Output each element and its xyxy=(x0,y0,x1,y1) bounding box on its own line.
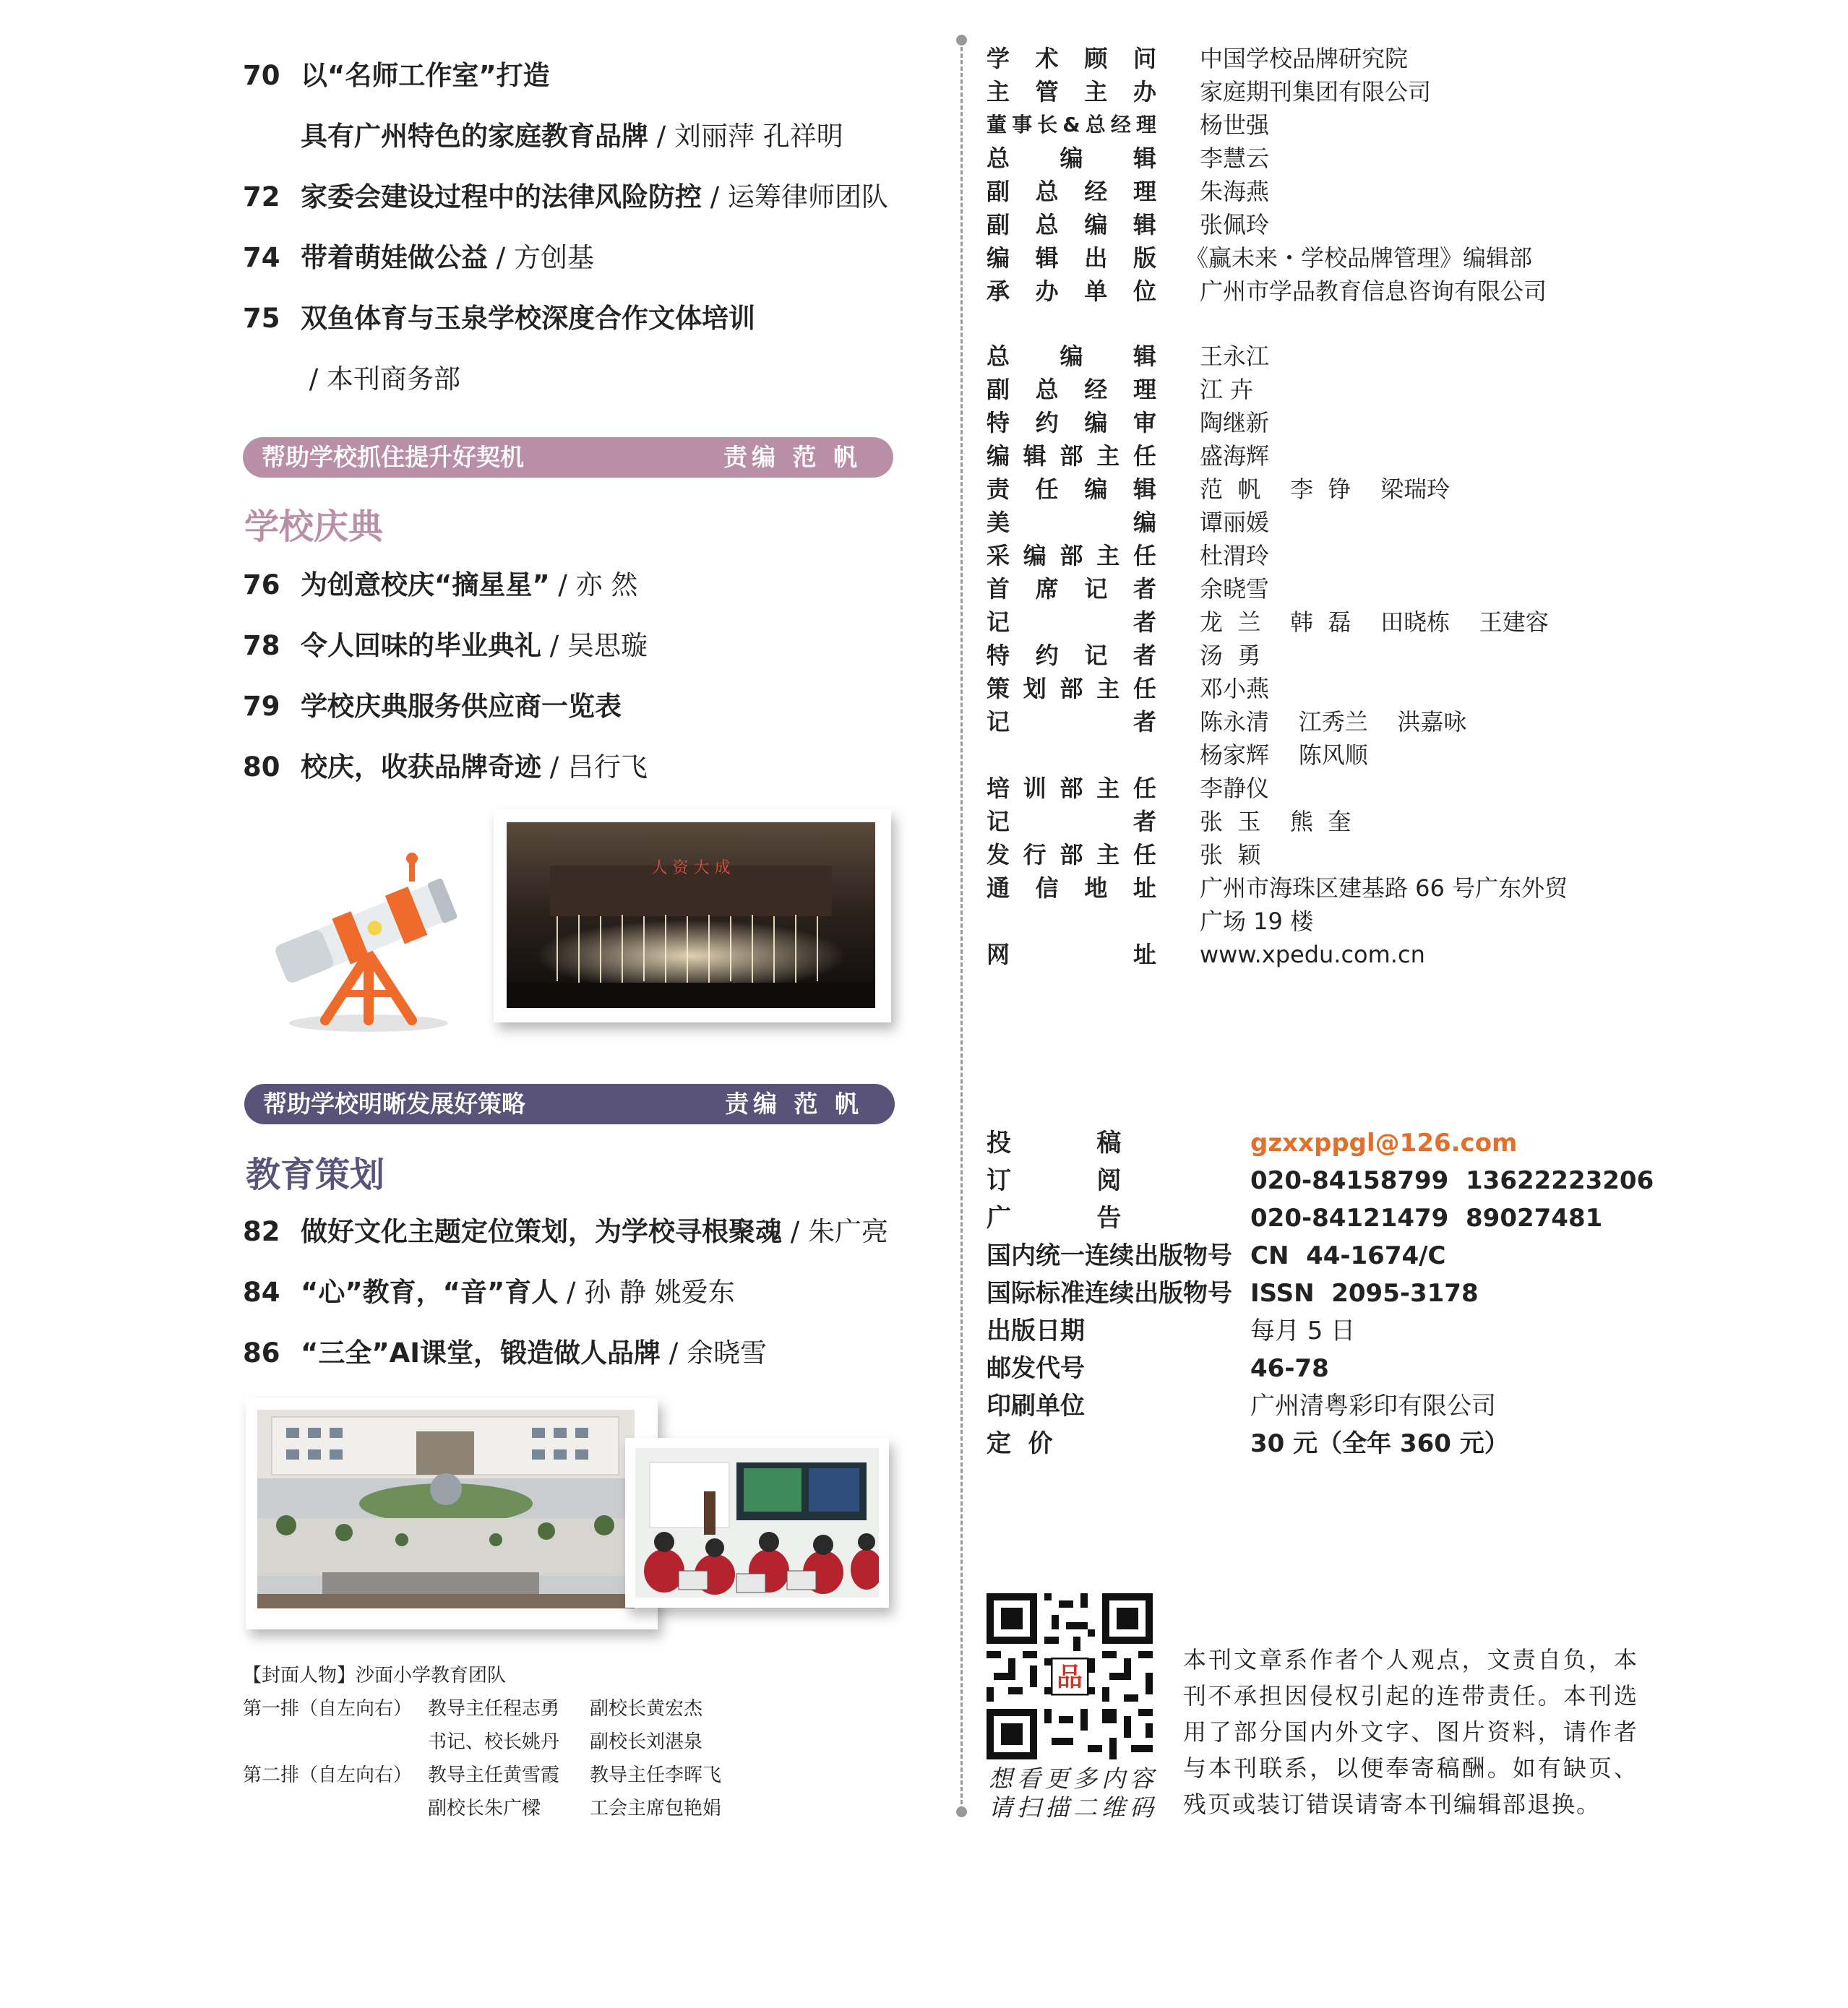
banner-editor: 责编 范 帆 xyxy=(725,1090,863,1118)
masthead-row: 广场 19 楼 xyxy=(1200,908,1314,935)
toc-item[interactable]: 84 “心”教育，“音”育人 / 孙 静 姚爱东 xyxy=(243,1277,735,1308)
photo-banner-text: 人 资 大 成 xyxy=(651,859,731,877)
section-banner-celebration xyxy=(243,437,893,478)
copyright-notice: 本刊文章系作者个人观点，文责自负，本刊不承担因侵权引起的连带责任。本刊选用了部分国内外文字、图片资料，请作者与本刊联系，以便奉寄稿酬。如有缺页、残页或装订错误请寄本刊编辑部退换。 xyxy=(1183,1646,1638,1818)
masthead-row: 采编部主任 杜渭玲 xyxy=(987,542,1270,569)
divider-bottom-dot xyxy=(956,1806,967,1817)
banner-label: 帮助学校抓住提升好契机 xyxy=(262,443,524,471)
masthead-row: 首席记者 余晓雪 xyxy=(987,575,1270,603)
toc-item[interactable]: 82 做好文化主题定位策划，为学校寻根聚魂 / 朱广亮 xyxy=(243,1216,888,1247)
masthead-row: 责任编辑 范 帆 李 铮 梁瑞玲 xyxy=(987,475,1451,503)
info-row: 订 阅 020-84158799 13622223206 xyxy=(987,1166,1654,1195)
toc-item[interactable]: 74 带着萌娃做公益 / 方创基 xyxy=(243,242,594,273)
school-campus-photo-frame xyxy=(246,1398,658,1629)
info-row: 广 告 020-84121479 89027481 xyxy=(987,1204,1603,1233)
masthead-row: 学术顾问 中国学校品牌研究院 xyxy=(987,45,1409,72)
masthead-row: 杨家辉 陈风顺 xyxy=(1200,741,1368,769)
masthead-row: 编辑部主任 盛海辉 xyxy=(987,442,1270,470)
classroom-photo-frame xyxy=(625,1438,889,1608)
toc-item[interactable]: 75 双鱼体育与玉泉学校深度合作文体培训 xyxy=(243,303,755,334)
masthead-row: 副总经理 江 卉 xyxy=(987,376,1254,403)
toc-item[interactable]: 70 以“名师工作室”打造 xyxy=(243,60,550,91)
masthead-row: 培训部主任 李静仪 xyxy=(987,775,1270,802)
masthead-row: 记者 陈永清 江秀兰 洪嘉咏 xyxy=(987,708,1467,736)
cover-caption-row: 第二排（自左向右） 教导主任黄雪霞 教导主任李晖飞 xyxy=(243,1764,722,1786)
cover-caption-row: 副校长朱广樑 工会主席包艳娟 xyxy=(428,1798,722,1819)
info-row: 印刷单位 广州清粤彩印有限公司 xyxy=(987,1392,1496,1421)
info-row: 国际标准连续出版物号 ISSN 2095-3178 xyxy=(987,1279,1479,1308)
fireworks-photo-frame xyxy=(494,809,891,1022)
website-link[interactable]: www.xpedu.com.cn xyxy=(1200,941,1425,968)
school-campus-photo xyxy=(257,1410,635,1608)
telescope-illustration xyxy=(260,853,477,1040)
toc-item[interactable]: 80 校庆，收获品牌奇迹 / 吕行飞 xyxy=(243,751,648,783)
masthead-row: 董事长&总经理 杨世强 xyxy=(987,111,1270,139)
toc-item[interactable]: 具有广州特色的家庭教育品牌 / 刘丽萍 孔祥明 xyxy=(301,121,843,152)
section-banner-strategy xyxy=(244,1084,895,1124)
divider-top-dot xyxy=(956,35,967,46)
toc-upper xyxy=(243,58,888,422)
masthead-row: 承办单位 广州市学品教育信息咨询有限公司 xyxy=(987,277,1547,305)
toc-celebration xyxy=(243,567,648,810)
section-title-strategy: 教育策划 xyxy=(246,1155,385,1195)
qr-caption: 想看更多内容 请扫描二维码 xyxy=(989,1764,1158,1822)
masthead-row: 总编辑 李慧云 xyxy=(987,145,1270,172)
masthead-row: 特约记者 汤 勇 xyxy=(987,642,1261,669)
section-title-celebration: 学校庆典 xyxy=(244,507,384,547)
masthead-row: 通信地址 广州市海珠区建基路 66 号广东外贸 xyxy=(987,874,1568,902)
toc-item[interactable]: 72 家委会建设过程中的法律风险防控 / 运筹律师团队 xyxy=(243,181,888,212)
cover-caption-heading: 【封面人物】沙面小学教育团队 xyxy=(243,1665,507,1686)
cover-caption-row: 书记、校长姚丹 副校长刘湛泉 xyxy=(428,1731,703,1753)
masthead-row: 网址 www.xpedu.com.cn xyxy=(987,938,1568,971)
submission-email[interactable]: gzxxppgl@126.com xyxy=(1250,1129,1518,1158)
masthead-row: 发行部主任 张 颖 xyxy=(987,841,1261,869)
cover-caption xyxy=(243,1659,721,1825)
info-row: 邮发代号 46-78 xyxy=(987,1354,1329,1383)
banner-label: 帮助学校明晰发展好策略 xyxy=(263,1090,525,1118)
banner-editor: 责编 范 帆 xyxy=(723,443,861,471)
publication-info xyxy=(987,1124,1654,1462)
toc-strategy xyxy=(243,1214,888,1396)
masthead-row: 编辑出版 《赢未来・学校品牌管理》编辑部 xyxy=(987,244,1533,272)
toc-item[interactable]: 86 “三全”AI课堂，锻造做人品牌 / 余晓雪 xyxy=(243,1337,768,1369)
fireworks-photo xyxy=(507,822,875,1008)
toc-item[interactable]: 79 学校庆典服务供应商一览表 xyxy=(243,691,622,722)
qr-code[interactable] xyxy=(987,1593,1153,1759)
masthead-top xyxy=(987,42,1547,308)
toc-item[interactable]: 76 为创意校庆“摘星星” / 亦 然 xyxy=(243,569,638,600)
masthead-row: 副总经理 朱海燕 xyxy=(987,178,1270,205)
info-row: 定 价 30 元（全年 360 元） xyxy=(987,1429,1509,1458)
info-row: 出版日期 每月 5 日 xyxy=(987,1317,1356,1345)
masthead-row: 策划部主任 邓小燕 xyxy=(987,675,1270,702)
masthead-row: 美编 谭丽媛 xyxy=(987,509,1270,536)
masthead-row: 特约编审 陶继新 xyxy=(987,409,1270,436)
masthead-row: 总编辑 王永江 xyxy=(987,342,1270,370)
masthead-row: 副总编辑 张佩玲 xyxy=(987,211,1270,238)
column-divider xyxy=(960,40,963,1811)
cover-caption-row: 第一排（自左向右） 教导主任程志勇 副校长黄宏杰 xyxy=(243,1698,703,1720)
masthead-bottom xyxy=(987,340,1568,971)
info-row: 国内统一连续出版物号 CN 44-1674/C xyxy=(987,1241,1446,1270)
info-row: 投 稿 gzxxppgl@126.com xyxy=(987,1124,1654,1162)
qr-logo-text: 品 xyxy=(1056,1663,1083,1692)
masthead-row: 记者 龙 兰 韩 磊 田晓栋 王建容 xyxy=(987,608,1549,636)
toc-item[interactable]: / 本刊商务部 xyxy=(301,363,460,395)
classroom-photo xyxy=(635,1448,879,1598)
toc-item[interactable]: 78 令人回味的毕业典礼 / 吴思璇 xyxy=(243,630,648,661)
masthead-row: 主管主办 家庭期刊集团有限公司 xyxy=(987,78,1432,105)
masthead-row: 记者 张 玉 熊 奎 xyxy=(987,808,1351,835)
